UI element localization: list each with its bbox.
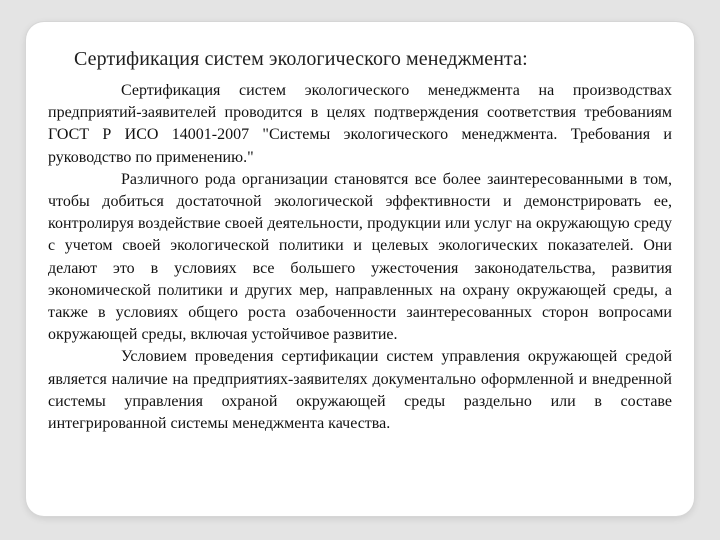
paragraph-certification-purpose: Сертификация систем экологического менеджмента на производствах предприятий-заявителей проводится в целях подтверждения соответствия требованиям ГОСТ Р ИСО 14001-2007 "Системы экологического менеджмента. Требования и руководство по применению."	[48, 82, 672, 166]
slide-title: Сертификация систем экологического менеджмента:	[74, 48, 528, 70]
paragraph-organizations-interest: Различного рода организации становятся все более заинтересованными в том, чтобы добиться достаточной экологической эффективности и демонстрировать ее, контролируя воздействие своей деятельности, продукции или услуг на окружающую среду с учетом своей экологической политики и целевых экологических показателей. Они делают это в условиях все большего ужесточения законодательства, развития экономической политики и других мер, направленных на охрану окружающей среды, а также в условиях общего роста озабоченности заинтересованных сторон вопросами окружающей среды, включая устойчивое развитие.	[48, 170, 672, 344]
slide-body	[48, 80, 672, 435]
paragraph-certification-condition: Условием проведения сертификации систем управления окружающей средой является наличие на предприятиях-заявителях документально оформленной и внедренной системы управления охраной окружающей среды раздельно или в составе интегрированной системы менеджмента качества.	[48, 348, 672, 433]
